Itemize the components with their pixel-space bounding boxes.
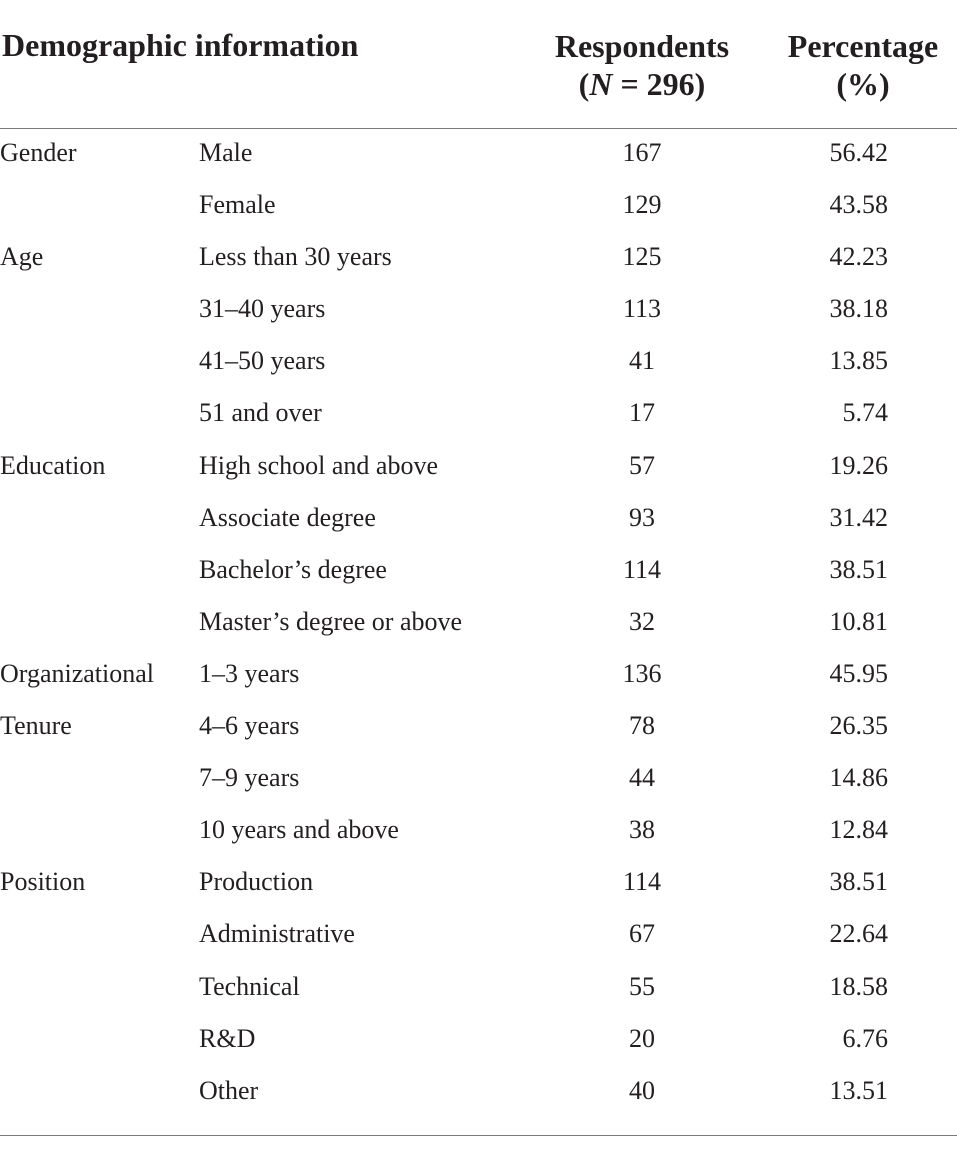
table-row bbox=[0, 1066, 957, 1118]
row-subcategory: Administrative bbox=[199, 919, 355, 949]
row-subcategory: R&D bbox=[199, 1023, 256, 1053]
row-category: Gender bbox=[0, 138, 77, 167]
table-row bbox=[0, 597, 957, 649]
table-header bbox=[0, 0, 957, 129]
row-subcategory: 4–6 years bbox=[199, 711, 300, 741]
row-respondents: 113 bbox=[622, 294, 662, 324]
row-percentage: 56.42 bbox=[829, 138, 888, 167]
row-percentage: 43.58 bbox=[829, 190, 888, 220]
row-category: Tenure bbox=[0, 711, 72, 741]
table-row bbox=[0, 545, 957, 597]
row-subcategory: Other bbox=[199, 1075, 259, 1105]
table-row bbox=[0, 441, 957, 493]
row-respondents: 114 bbox=[622, 554, 662, 584]
row-percentage: 42.23 bbox=[829, 242, 888, 272]
header-respondents-value: = 296) bbox=[612, 66, 706, 102]
row-subcategory: Associate degree bbox=[199, 502, 376, 532]
row-subcategory: 51 and over bbox=[199, 398, 322, 428]
row-subcategory: Technical bbox=[199, 971, 300, 1001]
row-respondents: 17 bbox=[629, 398, 655, 428]
row-percentage: 5.74 bbox=[842, 398, 888, 428]
row-percentage: 18.58 bbox=[829, 971, 888, 1001]
row-percentage: 38.51 bbox=[829, 554, 888, 584]
row-subcategory: High school and above bbox=[199, 450, 439, 480]
header-percentage bbox=[770, 27, 956, 103]
row-percentage: 19.26 bbox=[829, 450, 888, 480]
header-percentage-unit: (%) bbox=[836, 66, 890, 102]
row-respondents: 129 bbox=[622, 190, 662, 220]
row-subcategory: Master’s degree or above bbox=[199, 606, 463, 636]
row-category: Age bbox=[0, 242, 44, 272]
row-subcategory: Less than 30 years bbox=[199, 242, 392, 272]
header-respondents-open: ( bbox=[578, 66, 590, 102]
row-respondents: 40 bbox=[629, 1075, 655, 1105]
row-respondents: 38 bbox=[629, 815, 655, 845]
row-category: Position bbox=[0, 867, 86, 897]
table-row bbox=[0, 649, 957, 701]
row-subcategory: 10 years and above bbox=[199, 815, 399, 845]
row-percentage: 13.85 bbox=[829, 346, 888, 376]
table-row bbox=[0, 1014, 957, 1066]
row-respondents: 41 bbox=[629, 346, 655, 376]
row-percentage: 14.86 bbox=[829, 763, 888, 793]
row-percentage: 38.18 bbox=[829, 294, 888, 324]
row-respondents: 20 bbox=[629, 1023, 655, 1053]
row-percentage: 6.76 bbox=[842, 1023, 888, 1053]
table-body bbox=[0, 128, 957, 1118]
row-respondents: 78 bbox=[629, 711, 655, 741]
header-percentage-label: Percentage bbox=[787, 28, 939, 64]
row-respondents: 136 bbox=[622, 658, 662, 688]
row-respondents: 32 bbox=[629, 606, 655, 636]
row-subcategory: 41–50 years bbox=[199, 346, 326, 376]
table-row bbox=[0, 128, 957, 180]
header-respondents-label: Respondents bbox=[554, 28, 730, 64]
table-row bbox=[0, 232, 957, 284]
row-subcategory: Male bbox=[199, 138, 253, 167]
table-row bbox=[0, 857, 957, 909]
row-respondents: 44 bbox=[629, 763, 655, 793]
row-percentage: 26.35 bbox=[829, 711, 888, 741]
table-row bbox=[0, 909, 957, 961]
table-row bbox=[0, 388, 957, 440]
row-subcategory: 1–3 years bbox=[199, 658, 300, 688]
row-category: Organizational bbox=[0, 658, 155, 688]
row-respondents: 114 bbox=[622, 867, 662, 897]
row-respondents: 55 bbox=[629, 971, 655, 1001]
row-respondents: 67 bbox=[629, 919, 655, 949]
table-row bbox=[0, 962, 957, 1014]
row-respondents: 57 bbox=[629, 450, 655, 480]
header-respondents-count bbox=[520, 65, 764, 103]
row-respondents: 93 bbox=[629, 502, 655, 532]
row-percentage: 45.95 bbox=[829, 658, 888, 688]
row-subcategory: Female bbox=[199, 190, 276, 220]
table-row bbox=[0, 284, 957, 336]
row-respondents: 167 bbox=[622, 138, 662, 167]
header-respondents bbox=[520, 27, 764, 103]
bottom-rule bbox=[0, 1135, 957, 1136]
row-category: Education bbox=[0, 450, 106, 480]
table-row bbox=[0, 701, 957, 753]
row-subcategory: 7–9 years bbox=[199, 763, 300, 793]
table-row bbox=[0, 493, 957, 545]
row-percentage: 31.42 bbox=[829, 502, 888, 532]
row-percentage: 22.64 bbox=[829, 919, 888, 949]
table-row bbox=[0, 805, 957, 857]
header-respondents-n: N bbox=[589, 66, 613, 102]
table-row bbox=[0, 336, 957, 388]
table-row bbox=[0, 753, 957, 805]
row-respondents: 125 bbox=[622, 242, 662, 272]
row-percentage: 12.84 bbox=[829, 815, 888, 845]
row-percentage: 10.81 bbox=[829, 606, 888, 636]
row-subcategory: 31–40 years bbox=[199, 294, 326, 324]
row-subcategory: Bachelor’s degree bbox=[199, 554, 387, 584]
row-percentage: 38.51 bbox=[829, 867, 888, 897]
header-demographic-information: Demographic information bbox=[2, 27, 359, 63]
table-row bbox=[0, 180, 957, 232]
row-subcategory: Production bbox=[199, 867, 314, 897]
row-percentage: 13.51 bbox=[829, 1075, 888, 1105]
